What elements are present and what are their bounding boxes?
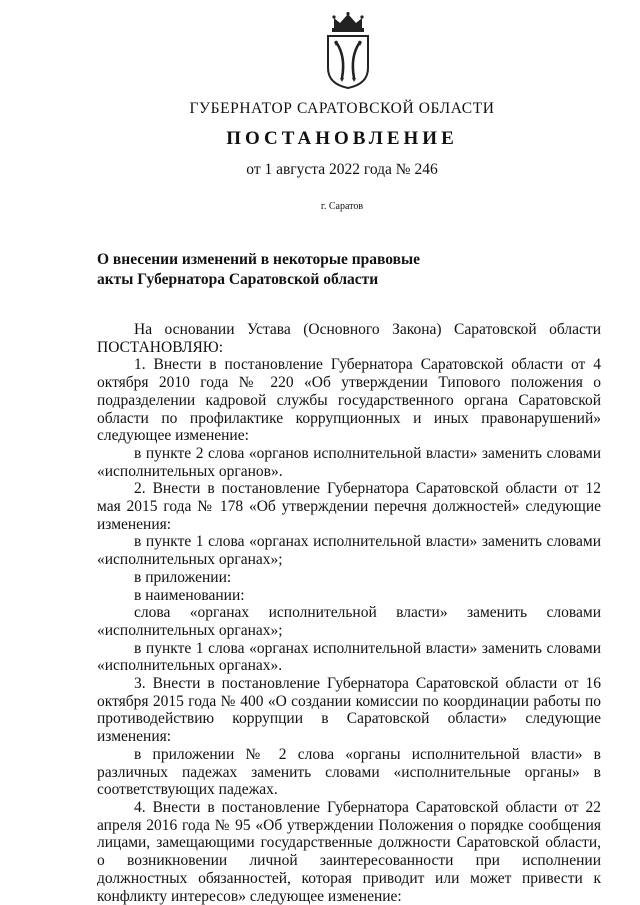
paragraph-3-amendment: в приложении № 2 слова «органы исполнительной власти» в различных падежах заменить словами «исполнительные органы» в соответствующих падежах. — [97, 745, 601, 799]
saratov-coat-of-arms-icon — [320, 12, 376, 90]
paragraph-2: 2. Внести в постановление Губернатора Саратовской области от 12 мая 2015 года № 178 «Об утверждении перечня должностей» следующие изменения: — [97, 480, 601, 533]
paragraph-1: 1. Внести в постановление Губернатора Саратовской области от 4 октября 2010 года № 220 «Об утверждении Типового положения о подразделении кадровой службы государственного органа Саратовской области по профилактике коррупционных и иных правонарушений» следующее изменение: — [97, 356, 601, 445]
paragraph-2-amendment-e: в пункте 1 слова «органах исполнительной власти» заменить словами «исполнительных органах». — [97, 639, 601, 675]
decree-word: ПОСТАНОВЛЯЮ: — [97, 338, 224, 356]
paragraph-4: 4. Внести в постановление Губернатора Саратовской области от 22 апреля 2016 года № 95 «Об утверждении Положения о порядке сообщения лицами, замещающими государственные должности Саратовской области, о возникновении личной заинтересованности при исполнении должностных обязанностей, которая приводит или может привести к конфликту интересов» следующее изменение: — [97, 798, 601, 905]
paragraph-2-amendment-c: в наименовании: — [134, 586, 245, 604]
paragraph-1-amendment: в пункте 2 слова «органов исполнительной власти» заменить словами «исполнительных органов». — [97, 444, 601, 480]
subject-line-2: акты Губернатора Саратовской области — [97, 271, 379, 288]
document-subject — [97, 250, 427, 290]
paragraph-2-amendment-a: в пункте 1 слова «органах исполнительной власти» заменить словами «исполнительных органах»; — [97, 533, 601, 569]
paragraph-3: 3. Внести в постановление Губернатора Саратовской области от 16 октября 2015 года № 400 «О создании комиссии по координации работы по противодействию коррупции в Саратовской области» следующие изменения: — [97, 675, 601, 746]
document-type: ПОСТАНОВЛЕНИЕ — [226, 128, 458, 149]
preamble: На основании Устава (Основного Закона) Саратовской области — [134, 321, 601, 338]
document-city: г. Саратов — [320, 201, 364, 212]
document-date-number: от 1 августа 2022 года № 246 — [246, 161, 438, 178]
issuer-title: ГУБЕРНАТОР САРАТОВСКОЙ ОБЛАСТИ — [189, 100, 495, 117]
paragraph-2-amendment-d: слова «органах исполнительной власти» заменить словами «исполнительных органах»; — [97, 604, 601, 639]
document-body — [97, 321, 601, 905]
subject-line-1: О внесении изменений в некоторые правовые — [97, 251, 421, 268]
paragraph-2-amendment-b: в приложении: — [134, 568, 232, 586]
